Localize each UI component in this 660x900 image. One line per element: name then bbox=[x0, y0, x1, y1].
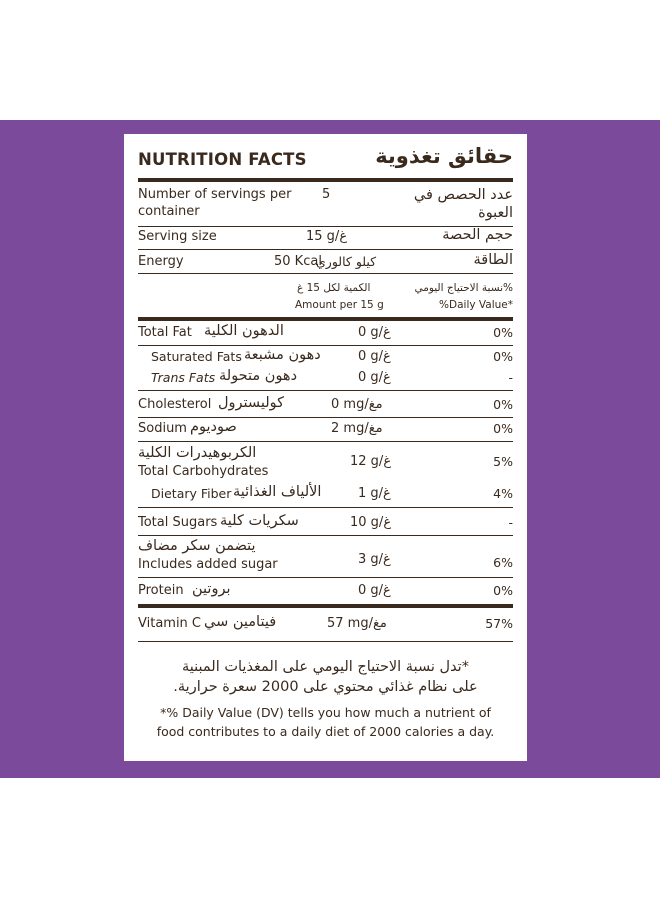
nutrient-amount: 0 g/غ bbox=[358, 349, 391, 364]
divider bbox=[138, 273, 513, 274]
nutrient-label-en: Total Fat bbox=[138, 325, 192, 340]
title-english: NUTRITION FACTS bbox=[138, 150, 307, 169]
nutrient-label-en: Saturated Fats bbox=[151, 349, 242, 364]
daily-value-label-en: %Daily Value* bbox=[439, 299, 513, 311]
energy-value: 50 Kcal bbox=[274, 254, 322, 269]
section-divider bbox=[138, 604, 513, 608]
nutrient-label-ar: دهون متحولة bbox=[219, 368, 298, 384]
nutrient-label-en: Dietary Fiber bbox=[151, 486, 232, 501]
servings-value: 5 bbox=[322, 187, 331, 202]
title-divider bbox=[138, 178, 513, 182]
nutrient-amount: 0 mg/مغ bbox=[331, 397, 383, 412]
energy-unit-ar: كيلو كالوري bbox=[316, 254, 377, 269]
daily-value-label-ar: %نسبة الاحتياج اليومي bbox=[414, 282, 513, 294]
divider bbox=[138, 441, 513, 442]
nutrient-daily-value: 0% bbox=[493, 349, 513, 364]
nutrient-label-en: Includes added sugar bbox=[138, 557, 278, 572]
nutrient-daily-value: 0% bbox=[493, 583, 513, 598]
nutrient-label-ar: الكربوهيدرات الكلية bbox=[138, 445, 257, 461]
servings-label-en: Number of servings per bbox=[138, 187, 292, 202]
nutrient-amount: 0 g/غ bbox=[358, 370, 391, 385]
nutrient-label-ar: كوليسترول bbox=[218, 395, 285, 411]
nutrient-label-en: Trans Fats bbox=[151, 370, 216, 385]
nutrient-daily-value: 6% bbox=[493, 555, 513, 570]
nutrient-label-ar: الألياف الغذائية bbox=[233, 484, 322, 500]
divider bbox=[138, 249, 513, 250]
nutrient-daily-value: 57% bbox=[485, 616, 513, 631]
nutrient-amount: 0 g/غ bbox=[358, 583, 391, 598]
nutrient-daily-value: 0% bbox=[493, 397, 513, 412]
footnote-english-line-1: *% Daily Value (DV) tells you how much a nutrient of bbox=[160, 705, 491, 720]
divider bbox=[138, 577, 513, 578]
nutrient-daily-value: 4% bbox=[493, 486, 513, 501]
nutrient-label-ar: دهون مشبعة bbox=[244, 347, 321, 363]
nutrient-daily-value: - bbox=[508, 370, 513, 385]
nutrient-label-en: Total Sugars bbox=[138, 515, 218, 530]
nutrient-label-en: Protein bbox=[138, 583, 184, 598]
nutrient-label-ar: يتضمن سكر مضاف bbox=[138, 538, 256, 554]
nutrient-label-ar: سكريات كلية bbox=[220, 513, 299, 529]
nutrient-daily-value: 0% bbox=[493, 325, 513, 340]
servings-label-ar-2: العبوة bbox=[478, 205, 513, 221]
nutrition-facts-panel bbox=[124, 134, 527, 761]
nutrient-amount: 12 g/غ bbox=[350, 454, 392, 469]
nutrient-amount: 10 g/غ bbox=[350, 515, 392, 530]
divider bbox=[138, 390, 513, 391]
title-arabic: حقائق تغذوية bbox=[375, 144, 513, 168]
serving-size-label-en: Serving size bbox=[138, 229, 217, 244]
divider bbox=[138, 507, 513, 508]
nutrient-daily-value: 0% bbox=[493, 421, 513, 436]
divider bbox=[138, 345, 513, 346]
nutrient-amount: 2 mg/مغ bbox=[331, 421, 383, 436]
divider bbox=[138, 417, 513, 418]
nutrient-daily-value: 5% bbox=[493, 454, 513, 469]
nutrient-label-en: Vitamin C bbox=[138, 616, 202, 631]
nutrient-label-en: Total Carbohydrates bbox=[138, 464, 269, 479]
serving-size-label-ar: حجم الحصة bbox=[442, 227, 513, 243]
amount-per-label-en: Amount per 15 g bbox=[295, 299, 384, 311]
header-divider bbox=[138, 317, 513, 321]
footnote-arabic-line-2: على نظام غذائي محتوي على 2000 سعرة حرارية. bbox=[173, 679, 478, 695]
nutrient-daily-value: - bbox=[508, 515, 513, 530]
nutrient-label-en: Cholesterol bbox=[138, 397, 212, 412]
servings-label-ar: عدد الحصص في bbox=[413, 187, 513, 203]
nutrient-label-ar: الدهون الكلية bbox=[204, 323, 284, 339]
energy-label-ar: الطاقة bbox=[473, 252, 513, 268]
nutrient-label-ar: فيتامين سي bbox=[204, 614, 277, 630]
divider bbox=[138, 535, 513, 536]
serving-size-value: 15 g/غ bbox=[306, 229, 348, 244]
nutrient-amount: 57 mg/مغ bbox=[327, 616, 387, 631]
nutrient-label-en: Sodium bbox=[138, 421, 187, 436]
footnote-arabic-line-1: *تدل نسبة الاحتياج اليومي على المغذيات المبنية bbox=[182, 659, 469, 675]
footnote-english-line-2: food contributes to a daily diet of 2000 calories a day. bbox=[156, 724, 495, 739]
nutrient-label-ar: صوديوم bbox=[190, 419, 237, 435]
amount-per-label-ar: الكمية لكل 15 غ bbox=[297, 282, 371, 294]
nutrient-amount: 3 g/غ bbox=[358, 552, 391, 567]
servings-label-en-2: container bbox=[138, 204, 200, 219]
nutrient-amount: 0 g/غ bbox=[358, 325, 391, 340]
energy-label-en: Energy bbox=[138, 254, 184, 269]
nutrient-label-ar: بروتين bbox=[192, 581, 231, 597]
divider bbox=[138, 641, 513, 642]
nutrient-amount: 1 g/غ bbox=[358, 486, 391, 501]
